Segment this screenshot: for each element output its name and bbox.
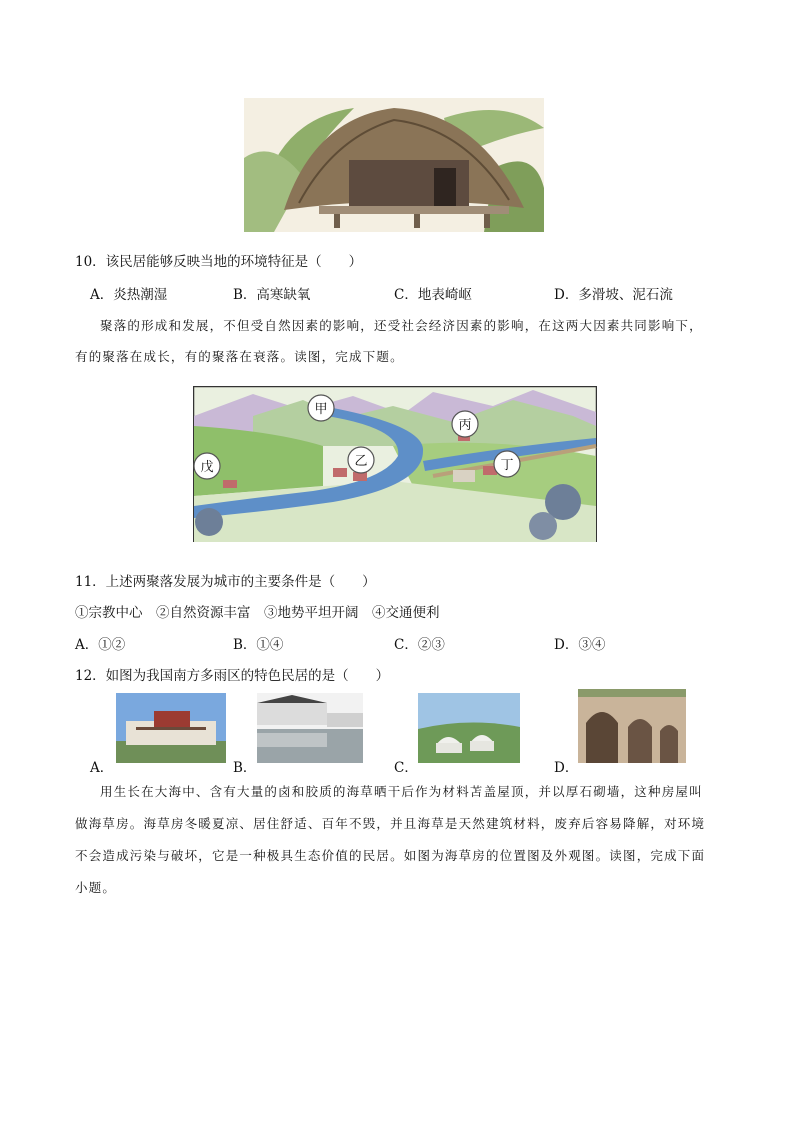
question-12-option-c: C． <box>394 760 418 776</box>
question-12-option-b: B． <box>233 760 257 776</box>
question-11-option-b: B．①④ <box>233 637 284 653</box>
map-label-wu: 戊 <box>200 460 214 475</box>
passage-2-line-4: 小题。 <box>75 880 117 895</box>
passage-2-line-3: 不会造成污染与破坏，它是一种极具生态价值的民居。如图为海草房的位置图及外观图。读图，完成下面 <box>75 848 706 863</box>
question-12-stem: 12．如图为我国南方多雨区的特色民居的是（ ） <box>75 668 390 684</box>
question-12-option-d: D． <box>554 760 579 776</box>
map-label-yi: 乙 <box>354 454 368 469</box>
passage-2-line-1: 用生长在大海中、含有大量的卤和胶质的海草晒干后作为材料苫盖屋顶，并以厚石砌墙，这种房屋叫 <box>100 784 703 799</box>
map-label-ding: 丁 <box>500 458 514 473</box>
option-c-yurt-image <box>418 693 520 763</box>
option-b-water-town-image <box>257 693 363 763</box>
thatched-hut-image <box>244 98 544 232</box>
question-10-option-c: C．地表崎岖 <box>394 287 472 303</box>
question-11-option-a: A．①② <box>75 637 126 653</box>
map-label-bing: 丙 <box>458 418 472 433</box>
passage-2-line-2: 做海草房。海草房冬暖夏凉、居住舒适、百年不毁，并且海草是天然建筑材料，废弃后容易降解，对环境 <box>75 816 706 831</box>
question-10-option-d: D．多滑坡、泥石流 <box>554 287 673 303</box>
option-a-potala-palace-image <box>116 693 226 763</box>
question-11-option-c: C．②③ <box>394 637 445 653</box>
map-label-jia: 甲 <box>314 402 328 417</box>
question-10-option-a: A．炎热潮湿 <box>90 287 168 303</box>
question-11-conditions: ①宗教中心 ②自然资源丰富 ③地势平坦开阔 ④交通便利 <box>75 605 440 621</box>
question-10-stem: 10．该民居能够反映当地的环境特征是（ ） <box>75 254 363 270</box>
settlement-map-image <box>193 386 597 542</box>
question-12-option-a: A． <box>90 760 114 776</box>
question-11-option-d: D．③④ <box>554 637 606 653</box>
option-d-cave-dwelling-image <box>578 689 686 763</box>
question-10-option-b: B．高寒缺氧 <box>233 287 311 303</box>
passage-1-line-2: 有的聚落在成长，有的聚落在衰落。读图，完成下题。 <box>75 349 404 364</box>
question-11-stem: 11．上述两聚落发展为城市的主要条件是（ ） <box>75 574 376 590</box>
passage-1-line-1: 聚落的形成和发展，不但受自然因素的影响，还受社会经济因素的影响，在这两大因素共同影响下， <box>100 318 703 333</box>
